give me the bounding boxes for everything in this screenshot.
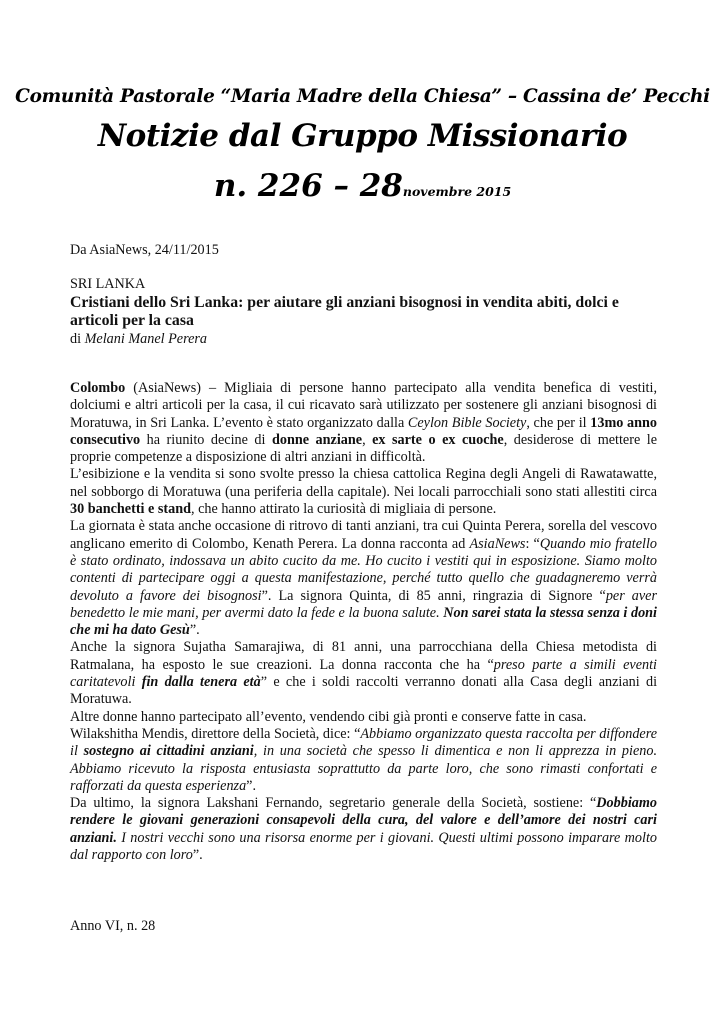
article-paragraph: Colombo (AsiaNews) – Migliaia di persone hanno partecipato alla vendita benefica di vestiti, dolciumi e altri articoli per la casa, il cui ricavato sarà utilizzato per sostenere gli anziani bisognosi di Moratuwa, in Sri Lanka. L’evento è stato organizzato dalla Ceylon Bible Society, che per il 13mo anno consecutivo ha riunito decine di donne anziane, ex sarte o ex cuoche, desiderose di mettere le proprie competenze a disposizione di altri anziani in difficoltà. [70, 380, 658, 466]
article-body [70, 380, 657, 864]
newsletter-title: Notizie dal Gruppo Missionario [97, 118, 628, 154]
article-paragraph: La giornata è stata anche occasione di ritrovo di tanti anziani, tra cui Quinta Perera, sorella del vescovo anglicano emerito di Colombo, Kenath Perera. La donna racconta ad AsiaNews: “Quando mio fratello è stato ordinato, indossava un abito cucito da me. Ho cucito i vestiti qui in esposizione. Siamo molto contenti di partecipare oggi a questa manifestazione, perché tutto quello che guadagneremo verrà devoluto a favore dei bisognosi”. La signora Quinta, di 85 anni, ringrazia di Signore “per aver benedetto le mie mani, per avermi dato la fede e la buona salute. Non sarei stata la stessa senza i doni che mi ha dato Gesù”. [70, 518, 657, 639]
article-source: Da AsiaNews, 24/11/2015 [70, 242, 219, 258]
parish-name: Comunità Pastorale “Maria Madre della Chiesa” – Cassina de’ Pecchi [15, 86, 710, 107]
article-byline [70, 331, 657, 348]
article-paragraph: Altre donne hanno partecipato all’evento, vendendo cibi già pronti e conserve fatte in casa. [70, 708, 587, 725]
article-paragraph: Anche la signora Sujatha Samarajiwa, di 81 anni, una parrocchiana della Chiesa metodista di Ratmalana, ha esposto le sue creazioni. La donna racconta che ha “preso parte a simili eventi caritatevoli fin dalla tenera età” e che i soldi raccolti verranno donati alla Casa degli anziani di Moratuwa. [70, 639, 658, 708]
issue-number: n. 226 – 28 [213, 168, 403, 204]
section-label: SRI LANKA [70, 276, 146, 292]
byline-author: Melani Manel Perera [84, 331, 207, 347]
issue-date: novembre 2015 [402, 184, 512, 199]
byline-prefix: di [70, 331, 82, 347]
article-paragraph: Wilakshitha Mendis, direttore della Società, dice: “Abbiamo organizzato questa raccolta per diffondere il sostegno ai cittadini anziani, in una società che spesso li dimentica e non li apprezza in pieno. Abbiamo ricevuto la risposta entusiasta soprattutto da parte loro, che sono rimasti confortati e rafforzati da questa esperienza”. [70, 725, 658, 794]
dateline: Colombo [70, 380, 126, 396]
article-paragraph: L’esibizione e la vendita si sono svolte presso la chiesa cattolica Regina degli Angeli di Rawatawatte, nel sobborgo di Moratuwa (una periferia della capitale). Nei locali parrocchiali sono stati allestiti circa 30 banchetti e stand, che hanno attirato la curiosità di migliaia di persone. [70, 466, 657, 518]
issue-line [0, 168, 725, 204]
page-footer: Anno VI, n. 28 [70, 918, 156, 934]
article-title: Cristiani dello Sri Lanka: per aiutare gli anziani bisognosi in vendita abiti, dolci e articoli per la casa [70, 294, 619, 329]
article-paragraph: Da ultimo, la signora Lakshani Fernando, segretario generale della Società, sostiene: “Dobbiamo rendere le giovani generazioni consapevoli della cura, del valore e dell’amore dei nostri cari anziani. I nostri vecchi sono una risorsa enorme per i giovani. Questi ultimi possono imparare molto dal rapporto con loro”. [70, 795, 657, 864]
